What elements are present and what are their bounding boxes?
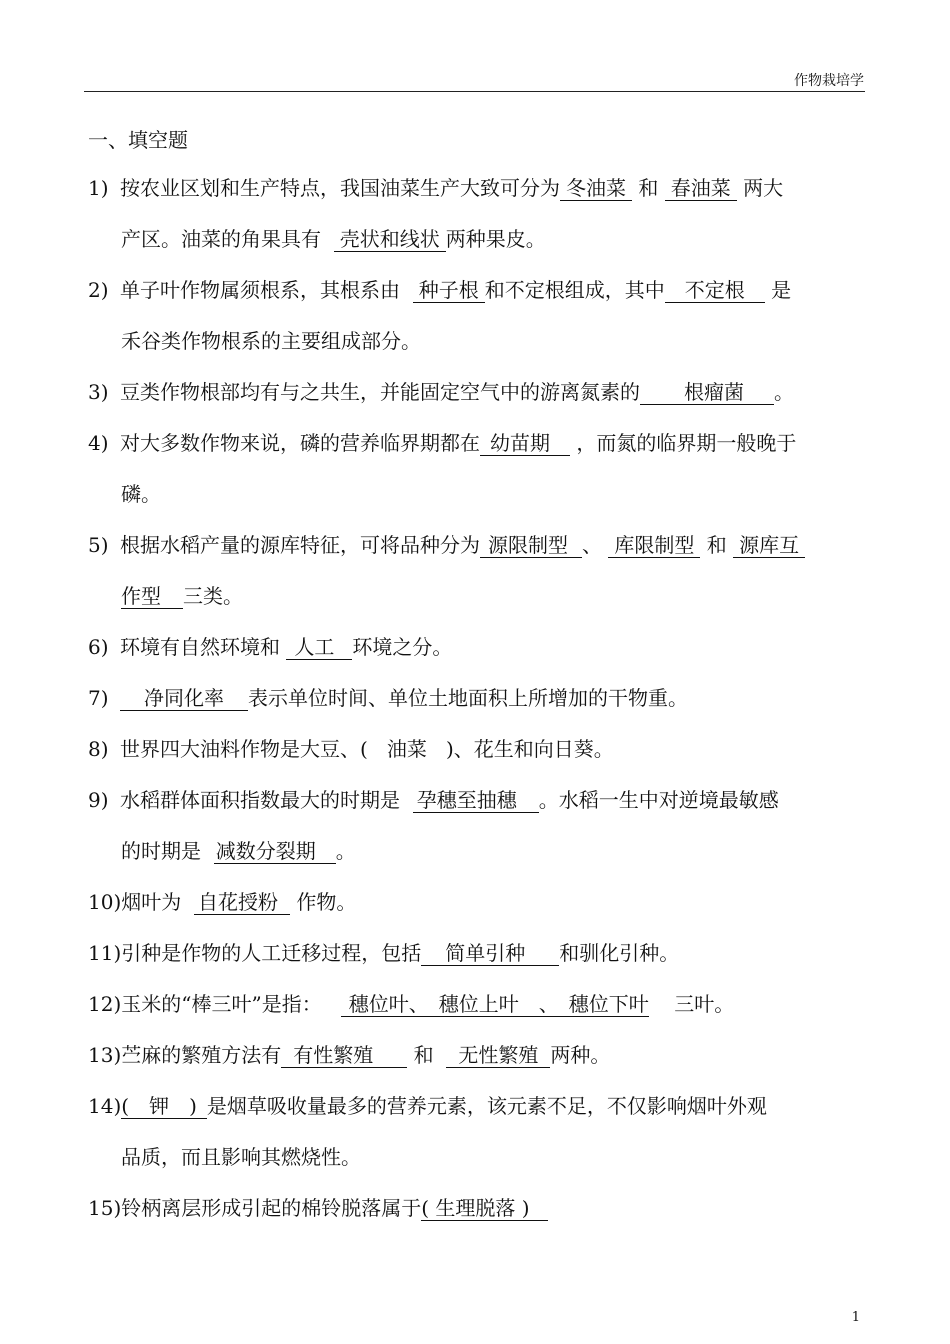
answer-blank: 冬油菜	[560, 176, 632, 201]
question-14-cont: 品质，而且影响其燃烧性。	[121, 1145, 361, 1169]
answer-blank: 有性繁殖	[281, 1043, 407, 1068]
answer-blank: 简单引种	[421, 941, 559, 966]
question-12: 12)玉米的“棒三叶”是指： 穗位叶、 穗位上叶 、 穗位下叶 三叶。	[88, 992, 735, 1016]
answer-blank: 壳状和线状	[334, 227, 446, 252]
answer-blank: 穗位叶、 穗位上叶 、 穗位下叶	[341, 992, 649, 1017]
answer-blank: 无性繁殖	[446, 1043, 550, 1068]
question-14: 14)( 钾 ) 是烟草吸收量最多的营养元素，该元素不足，不仅影响烟叶外观	[88, 1094, 767, 1118]
question-9-cont: 的时期是 减数分裂期 。	[121, 839, 356, 863]
answer-blank: 自花授粉	[194, 890, 290, 915]
question-1: 1) 按农业区划和生产特点，我国油菜生产大致可分为 冬油菜 和 春油菜 两大	[88, 176, 784, 200]
question-13: 13)苎麻的繁殖方法有 有性繁殖 和 无性繁殖 两种。	[88, 1043, 611, 1067]
question-3: 3) 豆类作物根部均有与之共生，并能固定空气中的游离氮素的 根瘤菌 。	[88, 380, 794, 404]
question-10: 10)烟叶为 自花授粉 作物。	[88, 890, 357, 914]
answer-blank: 减数分裂期	[214, 839, 336, 864]
question-5: 5) 根据水稻产量的源库特征，可将品种分为 源限制型 、 库限制型 和 源库互	[88, 532, 805, 558]
question-7: 7) 净同化率 表示单位时间、单位土地面积上所增加的干物重。	[88, 686, 688, 710]
answer-blank: 不定根	[665, 278, 765, 303]
answer-blank: 库限制型	[608, 533, 700, 558]
question-11: 11)引种是作物的人工迁移过程，包括 简单引种 和驯化引种。	[88, 941, 680, 965]
question-2: 2) 单子叶作物属须根系，其根系由 种子根 和不定根组成，其中 不定根 是	[88, 278, 792, 302]
question-9: 9) 水稻群体面积指数最大的时期是 孕穗至抽穗 。水稻一生中对逆境最敏感	[88, 788, 779, 812]
answer-text: 油菜	[386, 737, 427, 761]
question-4-cont: 磷。	[121, 482, 161, 506]
answer-blank: 春油菜	[665, 176, 737, 201]
question-5-cont: 作型 三类。	[121, 584, 243, 608]
question-4: 4) 对大多数作物来说，磷的营养临界期都在 幼苗期 ，而氮的临界期一般晚于	[88, 431, 797, 455]
answer-blank: ( 钾 )	[121, 1094, 207, 1119]
question-15: 15)铃柄离层形成引起的棉铃脱落属于( 生理脱落 )	[88, 1195, 548, 1221]
question-1-cont: 产区。油菜的角果具有 壳状和线状 两种果皮。	[121, 227, 546, 251]
answer-blank: 源库互	[733, 533, 805, 558]
answer-blank: 幼苗期	[480, 431, 570, 456]
running-header: 作物栽培学	[794, 73, 864, 89]
answer-blank: 源限制型	[480, 533, 582, 558]
question-6: 6) 环境有自然环境和 人工 环境之分。	[88, 635, 453, 659]
answer-blank: 根瘤菌	[640, 380, 774, 405]
page-number: 1	[851, 1310, 860, 1325]
header-rule	[84, 91, 865, 92]
answer-blank: 人工	[286, 635, 352, 660]
answer-blank: 净同化率	[120, 686, 248, 711]
answer-blank: ( 生理脱落 )	[421, 1196, 547, 1221]
answer-blank: 种子根	[413, 278, 485, 303]
question-8: 8) 世界四大油料作物是大豆、( 油菜 )、花生和向日葵。	[88, 737, 614, 761]
question-2-cont: 禾谷类作物根系的主要组成部分。	[121, 329, 421, 353]
answer-blank: 孕穗至抽穗	[413, 788, 539, 813]
section-title: 一、填空题	[88, 128, 188, 152]
answer-blank: 作型	[121, 584, 183, 609]
